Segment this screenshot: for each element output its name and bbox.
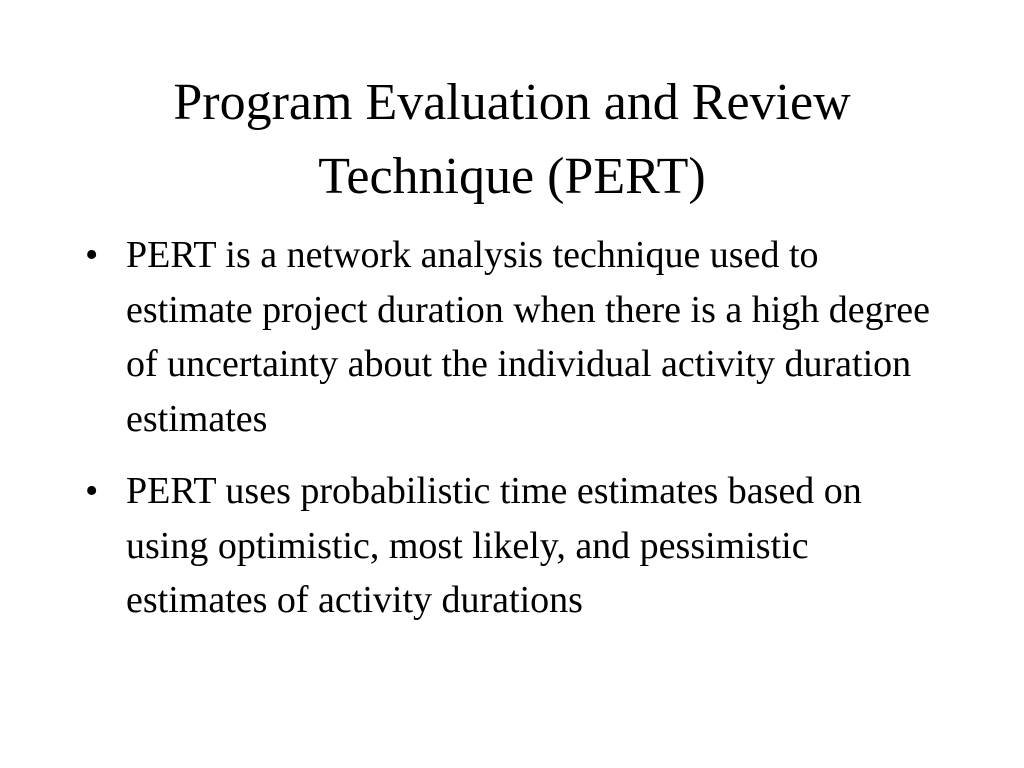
bullet-text: PERT uses probabilistic time estimates based on using optimistic, most likely, and pessimistic estimates of activity durations <box>126 470 862 621</box>
bullet-item <box>85 228 945 446</box>
bullet-marker: • <box>85 470 99 512</box>
bullet-item <box>85 464 945 628</box>
bullet-text: PERT is a network analysis technique used to estimate project duration when there is a high degree of uncertainty about the individual activity duration estimates <box>126 234 931 440</box>
bullet-marker: • <box>85 234 99 276</box>
slide-title: Program Evaluation and Review Technique (PERT) <box>173 74 851 205</box>
bullet-list <box>85 228 945 646</box>
